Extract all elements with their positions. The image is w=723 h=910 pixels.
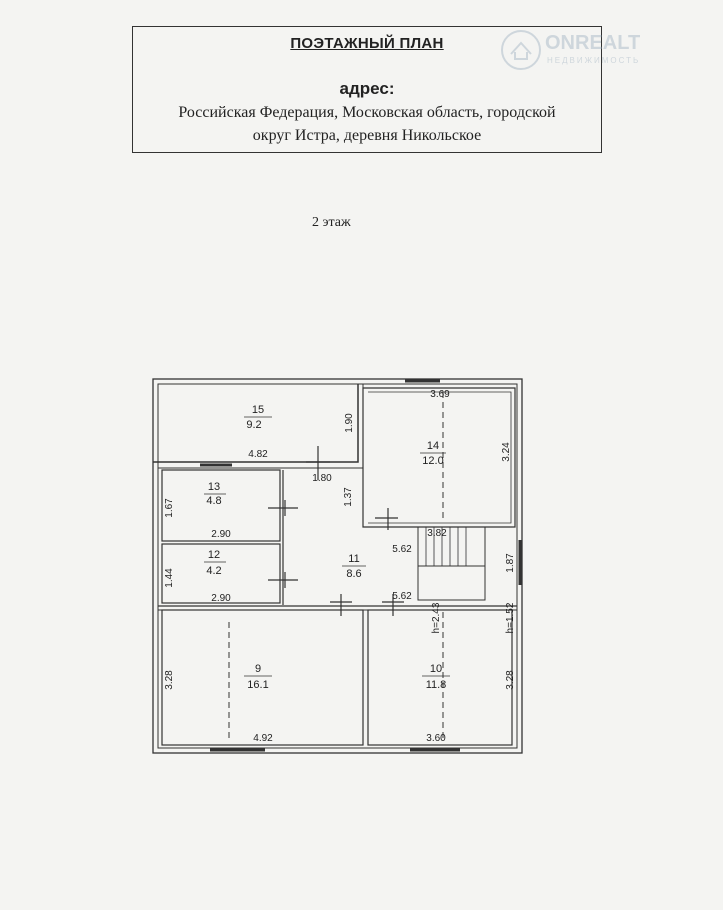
dimension-label: h=2.43 [431, 602, 442, 634]
room-labels [204, 404, 450, 691]
dimension-label: 3.28 [505, 670, 516, 690]
dimension-label: 3.24 [501, 442, 512, 462]
dimension-label: 4.92 [253, 733, 273, 744]
room-area: 4.2 [206, 565, 222, 577]
dimension-label: 2.90 [211, 593, 231, 604]
dimension-label: 3.69 [430, 389, 450, 400]
dimension-label: 5.62 [392, 544, 412, 555]
room-number: 12 [207, 549, 221, 561]
room-number: 15 [251, 404, 265, 416]
dimension-label: 1.44 [164, 568, 175, 588]
dimension-label: 1.80 [312, 473, 332, 484]
dimension-label: 3.60 [426, 733, 446, 744]
room-number: 10 [429, 663, 443, 675]
plan-title: ПОЭТАЖНЫЙ ПЛАН [290, 35, 444, 52]
dimension-label: 3.28 [164, 670, 175, 690]
dimension-label: 4.82 [248, 449, 268, 460]
dimension-label: 5.62 [392, 591, 412, 602]
address-line-2: округ Истра, деревня Никольское [252, 127, 482, 144]
address-label: адрес: [339, 79, 395, 98]
room-area: 9.2 [246, 419, 262, 431]
room-area: 12.0 [422, 455, 444, 467]
room-area: 11.8 [425, 679, 447, 691]
floor-label: 2 этаж [312, 215, 351, 230]
dimension-label: 3.82 [427, 528, 447, 539]
room-area: 16.1 [247, 679, 269, 691]
watermark-brand: ONREALT [545, 32, 641, 54]
room-number: 13 [207, 481, 221, 493]
dimension-label: 1.37 [343, 487, 354, 507]
address-line-1: Российская Федерация, Московская область, городской [178, 104, 556, 121]
room-number: 11 [348, 553, 360, 565]
room-area: 4.8 [206, 495, 222, 507]
door-marks [268, 446, 404, 616]
room-number: 9 [254, 663, 262, 675]
watermark-tagline: НЕДВИЖИМОСТЬ [547, 56, 641, 65]
room-area: 8.6 [346, 568, 362, 580]
room-number: 14 [426, 440, 440, 452]
dimension-label: 1.87 [505, 553, 516, 573]
dimension-label: 2.90 [211, 529, 231, 540]
dimension-label: 1.67 [164, 498, 175, 518]
dimension-label: h=1.52 [505, 602, 516, 634]
dimension-label: 1.90 [344, 413, 355, 433]
